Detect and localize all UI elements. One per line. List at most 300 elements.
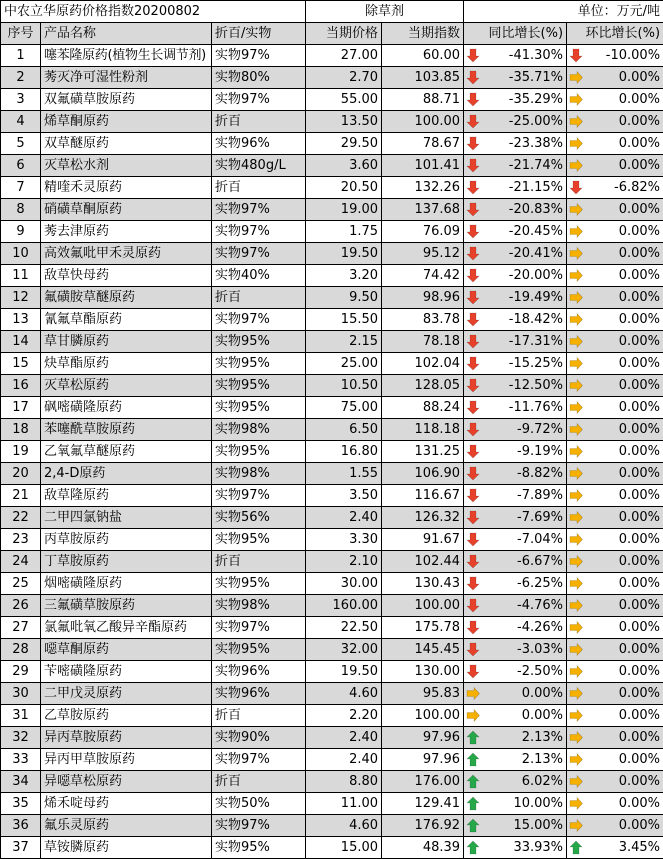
current-price: 32.00 (306, 639, 382, 661)
product-name: 氰氟草酯原药 (41, 309, 212, 331)
header-mom: 环比增长(%) (567, 23, 663, 45)
yoy-change (464, 265, 567, 287)
arrow-right-icon (569, 246, 583, 261)
header-name: 产品名称 (41, 23, 212, 45)
row-number: 18 (1, 419, 41, 441)
current-index: 176.92 (382, 815, 464, 837)
current-index: 88.71 (382, 89, 464, 111)
yoy-change (464, 573, 567, 595)
product-spec: 实物50% (212, 793, 306, 815)
yoy-change-value: 0.00% (522, 686, 563, 701)
table-row (1, 45, 663, 67)
arrow-right-icon (569, 70, 583, 85)
mom-change (567, 353, 663, 375)
mom-change (567, 793, 663, 815)
yoy-change-value: -7.04% (517, 532, 563, 547)
mom-change-value: 0.00% (619, 708, 660, 723)
arrow-right-icon (569, 356, 583, 371)
current-index: 100.00 (382, 705, 464, 727)
mom-change-value: 0.00% (619, 334, 660, 349)
yoy-change (464, 89, 567, 111)
product-spec: 实物80% (212, 67, 306, 89)
mom-change (567, 749, 663, 771)
product-name: 草铵膦原药 (41, 837, 212, 859)
product-name: 三氟磺草胺原药 (41, 595, 212, 617)
yoy-change-value: -20.45% (509, 224, 563, 239)
current-index: 78.18 (382, 331, 464, 353)
yoy-change-value: -2.50% (517, 664, 563, 679)
yoy-change (464, 463, 567, 485)
product-spec: 折百 (212, 551, 306, 573)
product-name: 烯草酮原药 (41, 111, 212, 133)
table-row (1, 353, 663, 375)
table-row (1, 133, 663, 155)
arrow-right-icon (569, 598, 583, 613)
table-row (1, 485, 663, 507)
mom-change-value: 0.00% (619, 202, 660, 217)
current-index: 126.32 (382, 507, 464, 529)
current-price: 15.50 (306, 309, 382, 331)
arrow-down-icon (466, 92, 480, 107)
yoy-change-value: -35.29% (509, 92, 563, 107)
arrow-right-icon (466, 708, 480, 723)
product-name: 灭草松水剂 (41, 155, 212, 177)
table-row (1, 573, 663, 595)
yoy-change-value: -11.76% (509, 400, 563, 415)
product-spec: 实物95% (212, 375, 306, 397)
current-index: 101.41 (382, 155, 464, 177)
header-yoy: 同比增长(%) (464, 23, 567, 45)
current-price: 2.40 (306, 749, 382, 771)
current-index: 60.00 (382, 45, 464, 67)
yoy-change-value: -35.71% (509, 70, 563, 85)
table-row (1, 177, 663, 199)
product-spec: 折百 (212, 111, 306, 133)
table-row (1, 243, 663, 265)
mom-change (567, 375, 663, 397)
yoy-change-value: 15.00% (513, 818, 563, 833)
yoy-change-value: -9.19% (517, 444, 563, 459)
mom-change (567, 529, 663, 551)
yoy-change-value: 2.13% (522, 752, 563, 767)
mom-change (567, 617, 663, 639)
mom-change (567, 507, 663, 529)
mom-change-value: 0.00% (619, 466, 660, 481)
mom-change (567, 111, 663, 133)
product-spec: 实物97% (212, 221, 306, 243)
arrow-up-icon (466, 730, 480, 745)
mom-change (567, 265, 663, 287)
table-row (1, 309, 663, 331)
row-number: 5 (1, 133, 41, 155)
yoy-change (464, 683, 567, 705)
yoy-change-value: 33.93% (513, 840, 563, 855)
mom-change-value: 0.00% (619, 510, 660, 525)
mom-change (567, 89, 663, 111)
arrow-up-icon (466, 796, 480, 811)
row-number: 9 (1, 221, 41, 243)
product-name: 敌草快母药 (41, 265, 212, 287)
yoy-change-value: -9.72% (517, 422, 563, 437)
current-index: 102.04 (382, 353, 464, 375)
row-number: 22 (1, 507, 41, 529)
row-number: 2 (1, 67, 41, 89)
current-index: 48.39 (382, 837, 464, 859)
product-spec: 实物96% (212, 683, 306, 705)
current-price: 30.00 (306, 573, 382, 595)
table-row (1, 463, 663, 485)
current-price: 19.00 (306, 199, 382, 221)
row-number: 12 (1, 287, 41, 309)
product-spec: 折百 (212, 287, 306, 309)
current-price: 11.00 (306, 793, 382, 815)
mom-change (567, 243, 663, 265)
mom-change (567, 485, 663, 507)
yoy-change (464, 639, 567, 661)
mom-change (567, 67, 663, 89)
product-spec: 实物95% (212, 353, 306, 375)
row-number: 17 (1, 397, 41, 419)
header-index: 当期指数 (382, 23, 464, 45)
mom-change (567, 287, 663, 309)
mom-change-value: 0.00% (619, 774, 660, 789)
current-index: 76.09 (382, 221, 464, 243)
current-index: 130.00 (382, 661, 464, 683)
current-index: 78.67 (382, 133, 464, 155)
yoy-change (464, 441, 567, 463)
product-name: 苯噻酰草胺原药 (41, 419, 212, 441)
product-spec: 实物56% (212, 507, 306, 529)
product-spec: 实物98% (212, 463, 306, 485)
yoy-change-value: 10.00% (513, 796, 563, 811)
current-price: 4.60 (306, 683, 382, 705)
current-index: 132.26 (382, 177, 464, 199)
row-number: 11 (1, 265, 41, 287)
mom-change-value: 0.00% (619, 246, 660, 261)
yoy-change (464, 815, 567, 837)
mom-change-value: 0.00% (619, 312, 660, 327)
table-row (1, 221, 663, 243)
product-name: 丙草胺原药 (41, 529, 212, 551)
row-number: 7 (1, 177, 41, 199)
table-row (1, 199, 663, 221)
product-spec: 实物97% (212, 45, 306, 67)
arrow-down-icon (466, 356, 480, 371)
yoy-change (464, 221, 567, 243)
arrow-right-icon (569, 730, 583, 745)
mom-change-value: 0.00% (619, 290, 660, 305)
mom-change-value: 0.00% (619, 92, 660, 107)
product-name: 精喹禾灵原药 (41, 177, 212, 199)
yoy-change-value: -17.31% (509, 334, 563, 349)
product-name: 炔草酯原药 (41, 353, 212, 375)
row-number: 3 (1, 89, 41, 111)
product-spec: 实物97% (212, 749, 306, 771)
arrow-down-icon (466, 620, 480, 635)
product-spec: 实物97% (212, 243, 306, 265)
row-number: 28 (1, 639, 41, 661)
product-spec: 实物95% (212, 639, 306, 661)
arrow-right-icon (569, 620, 583, 635)
row-number: 23 (1, 529, 41, 551)
mom-change-value: 0.00% (619, 532, 660, 547)
product-spec: 折百 (212, 705, 306, 727)
mom-change (567, 573, 663, 595)
row-number: 1 (1, 45, 41, 67)
arrow-down-icon (466, 246, 480, 261)
current-price: 6.50 (306, 419, 382, 441)
row-number: 30 (1, 683, 41, 705)
arrow-right-icon (569, 92, 583, 107)
mom-change-value: 0.00% (619, 224, 660, 239)
mom-change-value: 0.00% (619, 422, 660, 437)
current-price: 2.40 (306, 727, 382, 749)
arrow-right-icon (569, 202, 583, 217)
product-name: 草甘膦原药 (41, 331, 212, 353)
row-number: 24 (1, 551, 41, 573)
arrow-down-icon (466, 202, 480, 217)
table-row (1, 441, 663, 463)
sheet-title: 中农立华原药价格指数20200802 (1, 1, 306, 23)
mom-change (567, 595, 663, 617)
mom-change (567, 683, 663, 705)
product-spec: 折百 (212, 771, 306, 793)
unit-label: 单位：万元/吨 (464, 1, 663, 23)
arrow-down-icon (466, 554, 480, 569)
arrow-right-icon (569, 796, 583, 811)
product-spec: 实物98% (212, 419, 306, 441)
arrow-down-icon (466, 444, 480, 459)
arrow-right-icon (569, 576, 583, 591)
yoy-change (464, 177, 567, 199)
table-row (1, 617, 663, 639)
yoy-change-value: -12.50% (509, 378, 563, 393)
mom-change-value: 0.00% (619, 378, 660, 393)
mom-change-value: 0.00% (619, 686, 660, 701)
current-index: 83.78 (382, 309, 464, 331)
current-price: 2.15 (306, 331, 382, 353)
yoy-change-value: -8.82% (517, 466, 563, 481)
mom-change (567, 815, 663, 837)
row-number: 31 (1, 705, 41, 727)
arrow-right-icon (569, 686, 583, 701)
current-price: 2.40 (306, 507, 382, 529)
arrow-down-icon (466, 136, 480, 151)
row-number: 6 (1, 155, 41, 177)
table-row (1, 771, 663, 793)
current-index: 118.18 (382, 419, 464, 441)
arrow-down-icon (466, 598, 480, 613)
current-price: 3.30 (306, 529, 382, 551)
table-row (1, 595, 663, 617)
current-price: 4.60 (306, 815, 382, 837)
arrow-down-icon (466, 224, 480, 239)
current-index: 103.85 (382, 67, 464, 89)
product-name: 氟磺胺草醚原药 (41, 287, 212, 309)
current-price: 3.20 (306, 265, 382, 287)
row-number: 37 (1, 837, 41, 859)
product-name: 异噁草松原药 (41, 771, 212, 793)
table-row (1, 111, 663, 133)
product-spec: 实物480g/L (212, 155, 306, 177)
yoy-change-value: -6.67% (517, 554, 563, 569)
table-row (1, 815, 663, 837)
yoy-change (464, 397, 567, 419)
arrow-down-icon (466, 378, 480, 393)
row-number: 34 (1, 771, 41, 793)
product-spec: 实物95% (212, 441, 306, 463)
arrow-right-icon (569, 378, 583, 393)
mom-change (567, 177, 663, 199)
product-spec: 实物40% (212, 265, 306, 287)
current-index: 97.96 (382, 749, 464, 771)
arrow-right-icon (569, 312, 583, 327)
mom-change (567, 309, 663, 331)
mom-change-value: 0.00% (619, 268, 660, 283)
current-index: 91.67 (382, 529, 464, 551)
yoy-change (464, 287, 567, 309)
current-index: 130.43 (382, 573, 464, 595)
table-row (1, 375, 663, 397)
table-row (1, 529, 663, 551)
yoy-change (464, 45, 567, 67)
arrow-right-icon (569, 114, 583, 129)
table-row (1, 507, 663, 529)
row-number: 13 (1, 309, 41, 331)
header-row (1, 23, 663, 45)
yoy-change (464, 375, 567, 397)
yoy-change (464, 727, 567, 749)
current-price: 2.20 (306, 705, 382, 727)
mom-change-value: 0.00% (619, 620, 660, 635)
yoy-change-value: -41.30% (509, 48, 563, 63)
table-row (1, 89, 663, 111)
product-spec: 折百 (212, 177, 306, 199)
arrow-down-icon (466, 70, 480, 85)
current-price: 1.75 (306, 221, 382, 243)
product-spec: 实物96% (212, 133, 306, 155)
arrow-down-icon (466, 334, 480, 349)
arrow-right-icon (569, 664, 583, 679)
arrow-down-icon (466, 312, 480, 327)
arrow-up-icon (466, 840, 480, 855)
mom-change-value: 0.00% (619, 356, 660, 371)
arrow-right-icon (466, 686, 480, 701)
mom-change (567, 133, 663, 155)
product-name: 丁草胺原药 (41, 551, 212, 573)
mom-change (567, 705, 663, 727)
arrow-down-icon (466, 48, 480, 63)
current-index: 88.24 (382, 397, 464, 419)
arrow-up-icon (569, 840, 583, 855)
yoy-change-value: 2.13% (522, 730, 563, 745)
product-name: 敌草隆原药 (41, 485, 212, 507)
mom-change-value: 0.00% (619, 598, 660, 613)
title-row (1, 1, 663, 23)
arrow-right-icon (569, 422, 583, 437)
row-number: 19 (1, 441, 41, 463)
product-spec: 实物90% (212, 727, 306, 749)
yoy-change (464, 353, 567, 375)
current-price: 2.10 (306, 551, 382, 573)
current-price: 15.00 (306, 837, 382, 859)
product-name: 噻苯隆原药(植物生长调节剂) (41, 45, 212, 67)
mom-change-value: 0.00% (619, 400, 660, 415)
product-spec: 实物95% (212, 573, 306, 595)
current-price: 9.50 (306, 287, 382, 309)
mom-change (567, 331, 663, 353)
arrow-right-icon (569, 268, 583, 283)
current-index: 106.90 (382, 463, 464, 485)
arrow-down-icon (466, 400, 480, 415)
yoy-change (464, 155, 567, 177)
yoy-change-value: -18.42% (509, 312, 563, 327)
yoy-change (464, 111, 567, 133)
current-price: 16.80 (306, 441, 382, 463)
mom-change-value: 0.00% (619, 554, 660, 569)
table-row (1, 749, 663, 771)
mom-change-value: -6.82% (614, 180, 660, 195)
product-name: 异丙甲草胺原药 (41, 749, 212, 771)
current-price: 2.70 (306, 67, 382, 89)
arrow-right-icon (569, 774, 583, 789)
arrow-right-icon (569, 488, 583, 503)
mom-change (567, 551, 663, 573)
arrow-down-icon (466, 642, 480, 657)
table-row (1, 287, 663, 309)
mom-change-value: 0.00% (619, 796, 660, 811)
row-number: 25 (1, 573, 41, 595)
product-name: 氯氟吡氧乙酸异辛酯原药 (41, 617, 212, 639)
row-number: 36 (1, 815, 41, 837)
arrow-up-icon (466, 818, 480, 833)
arrow-right-icon (569, 400, 583, 415)
yoy-change-value: -20.41% (509, 246, 563, 261)
product-name: 莠去津原药 (41, 221, 212, 243)
product-name: 砜嘧磺隆原药 (41, 397, 212, 419)
yoy-change (464, 595, 567, 617)
yoy-change (464, 705, 567, 727)
arrow-right-icon (569, 554, 583, 569)
arrow-right-icon (569, 642, 583, 657)
current-price: 20.50 (306, 177, 382, 199)
mom-change-value: 0.00% (619, 488, 660, 503)
product-name: 高效氟吡甲禾灵原药 (41, 243, 212, 265)
table-row (1, 551, 663, 573)
yoy-change-value: 6.02% (522, 774, 563, 789)
yoy-change-value: -20.83% (509, 202, 563, 217)
product-name: 苄嘧磺隆原药 (41, 661, 212, 683)
product-spec: 实物95% (212, 397, 306, 419)
arrow-right-icon (569, 708, 583, 723)
arrow-down-icon (466, 114, 480, 129)
mom-change (567, 155, 663, 177)
table-row (1, 265, 663, 287)
yoy-change-value: -3.03% (517, 642, 563, 657)
mom-change-value: 0.00% (619, 576, 660, 591)
arrow-right-icon (569, 136, 583, 151)
yoy-change (464, 331, 567, 353)
row-number: 27 (1, 617, 41, 639)
product-name: 二甲四氯钠盐 (41, 507, 212, 529)
arrow-right-icon (569, 752, 583, 767)
product-spec: 实物95% (212, 331, 306, 353)
product-name: 双草醚原药 (41, 133, 212, 155)
current-index: 98.96 (382, 287, 464, 309)
current-price: 75.00 (306, 397, 382, 419)
current-index: 175.78 (382, 617, 464, 639)
arrow-down-icon (466, 290, 480, 305)
